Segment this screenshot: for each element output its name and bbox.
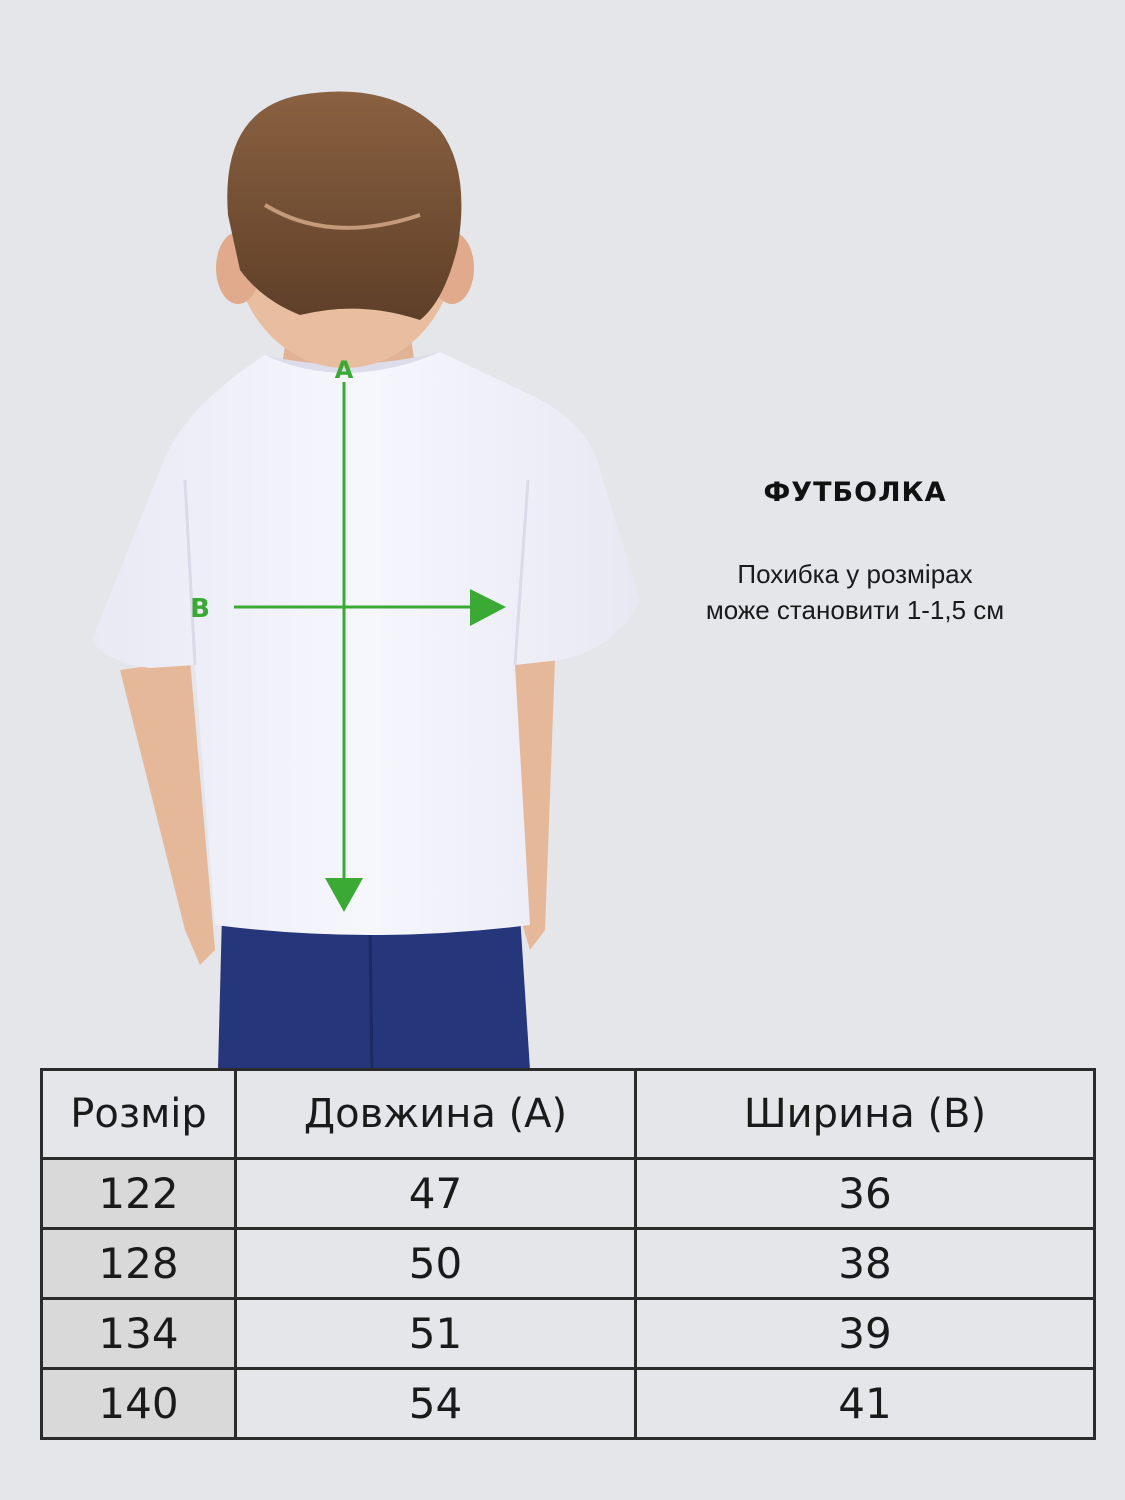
header-length: Довжина (А)	[236, 1070, 636, 1159]
hair	[227, 92, 461, 320]
table-row	[42, 1229, 1095, 1299]
shorts	[218, 915, 530, 1070]
size-value: 122	[42, 1159, 236, 1229]
size-value: 128	[42, 1229, 236, 1299]
header-width: Ширина (В)	[636, 1070, 1095, 1159]
size-tolerance-note	[650, 556, 1060, 628]
label-a: A	[334, 356, 354, 384]
table-row	[42, 1159, 1095, 1229]
width-value: 36	[636, 1159, 1095, 1229]
label-b: B	[190, 594, 210, 624]
length-value: 47	[236, 1159, 636, 1229]
length-value: 51	[236, 1299, 636, 1369]
length-value: 54	[236, 1369, 636, 1439]
table-row	[42, 1299, 1095, 1369]
width-value: 39	[636, 1299, 1095, 1369]
size-note-line-1: Похибка у розмірах	[737, 559, 973, 589]
width-value: 41	[636, 1369, 1095, 1439]
size-table-header	[42, 1070, 1095, 1159]
product-title: ФУТБОЛКА	[763, 477, 947, 508]
size-note-line-2: може становити 1-1,5 см	[705, 595, 1005, 625]
size-value: 140	[42, 1369, 236, 1439]
boy-figure	[92, 92, 640, 1070]
table-row	[42, 1369, 1095, 1439]
length-value: 50	[236, 1229, 636, 1299]
size-value: 134	[42, 1299, 236, 1369]
width-value: 38	[636, 1229, 1095, 1299]
header-size: Розмір	[42, 1070, 236, 1159]
size-table	[40, 1068, 1096, 1440]
